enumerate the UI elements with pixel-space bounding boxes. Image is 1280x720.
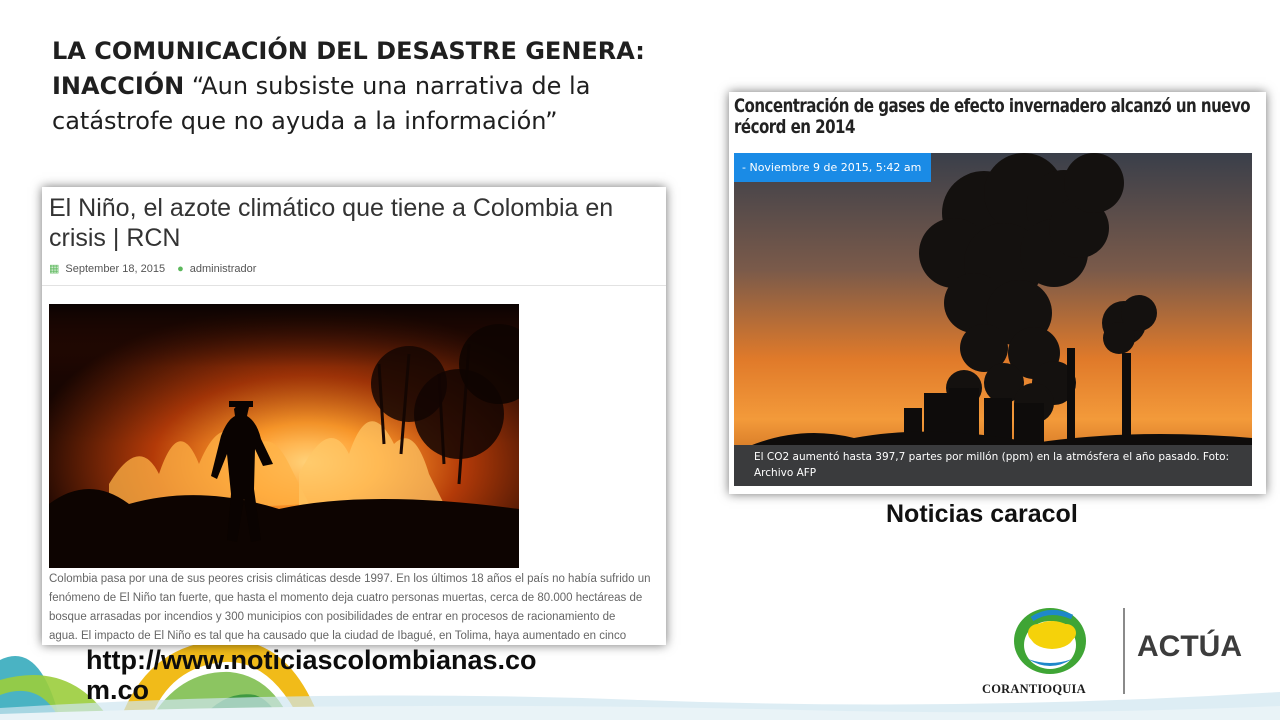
actua-logo: ACTÚA [1137, 630, 1242, 663]
corantioquia-wordmark: CORANTIOQUIA [982, 682, 1086, 696]
article-card-caracol [729, 92, 1266, 494]
article-headline: El Niño, el azote climático que tiene a Colombia en crisis | RCN [49, 194, 614, 252]
article-body-line: Colombia pasa por una de sus peores crisis climáticas desde 1997. En los últimos 18 años el país no había sufrido un [49, 573, 651, 585]
article-body-line: fenómeno de El Niño tan fuerte, que hasta el momento deja cuatro personas muertas, cerca de 80.000 hectáreas de [49, 592, 643, 604]
article-body [49, 570, 666, 645]
photo-caption: El CO2 aumentó hasta 397,7 partes por millón (ppm) en la atmósfera el año pasado. Foto: Archivo AFP [734, 445, 1252, 486]
article-author: administrador [189, 262, 257, 275]
smokestacks-photo [734, 153, 1252, 486]
article-card-rcn [42, 187, 666, 645]
wildfire-photo [49, 304, 519, 568]
article-body-line: agua. El impacto de El Niño es tal que ha causado que la ciudad de Ibagué, en Tolima, haya aumentado en cinco [49, 630, 627, 642]
logo-divider [1123, 608, 1125, 694]
article-headline: Concentración de gases de efecto invernadero alcanzó un nuevo récord en 2014 [734, 95, 1251, 138]
source-url[interactable]: http://www.noticiascolombianas.com.co [86, 645, 537, 705]
slide-title-quote: “Aun subsiste una narrativa de la catástrofe que no ayuda a la información” [52, 72, 591, 135]
calendar-icon: ▦ [49, 263, 60, 275]
article-meta [49, 262, 256, 275]
divider [42, 285, 666, 286]
date-badge: - Noviembre 9 de 2015, 5:42 am [734, 153, 931, 182]
slide-title [52, 34, 692, 139]
article-date: September 18, 2015 [65, 262, 166, 275]
user-icon: ● [177, 262, 184, 275]
slide-title-bold: LA COMUNICACIÓN DEL DESASTRE GENERA: INACCIÓN [52, 37, 645, 100]
article-body-line: bosque arrasadas por incendios y 300 municipios con posibilidades de entrar en procesos de racionamiento de [49, 611, 616, 623]
source-label: Noticias caracol [886, 500, 1078, 528]
